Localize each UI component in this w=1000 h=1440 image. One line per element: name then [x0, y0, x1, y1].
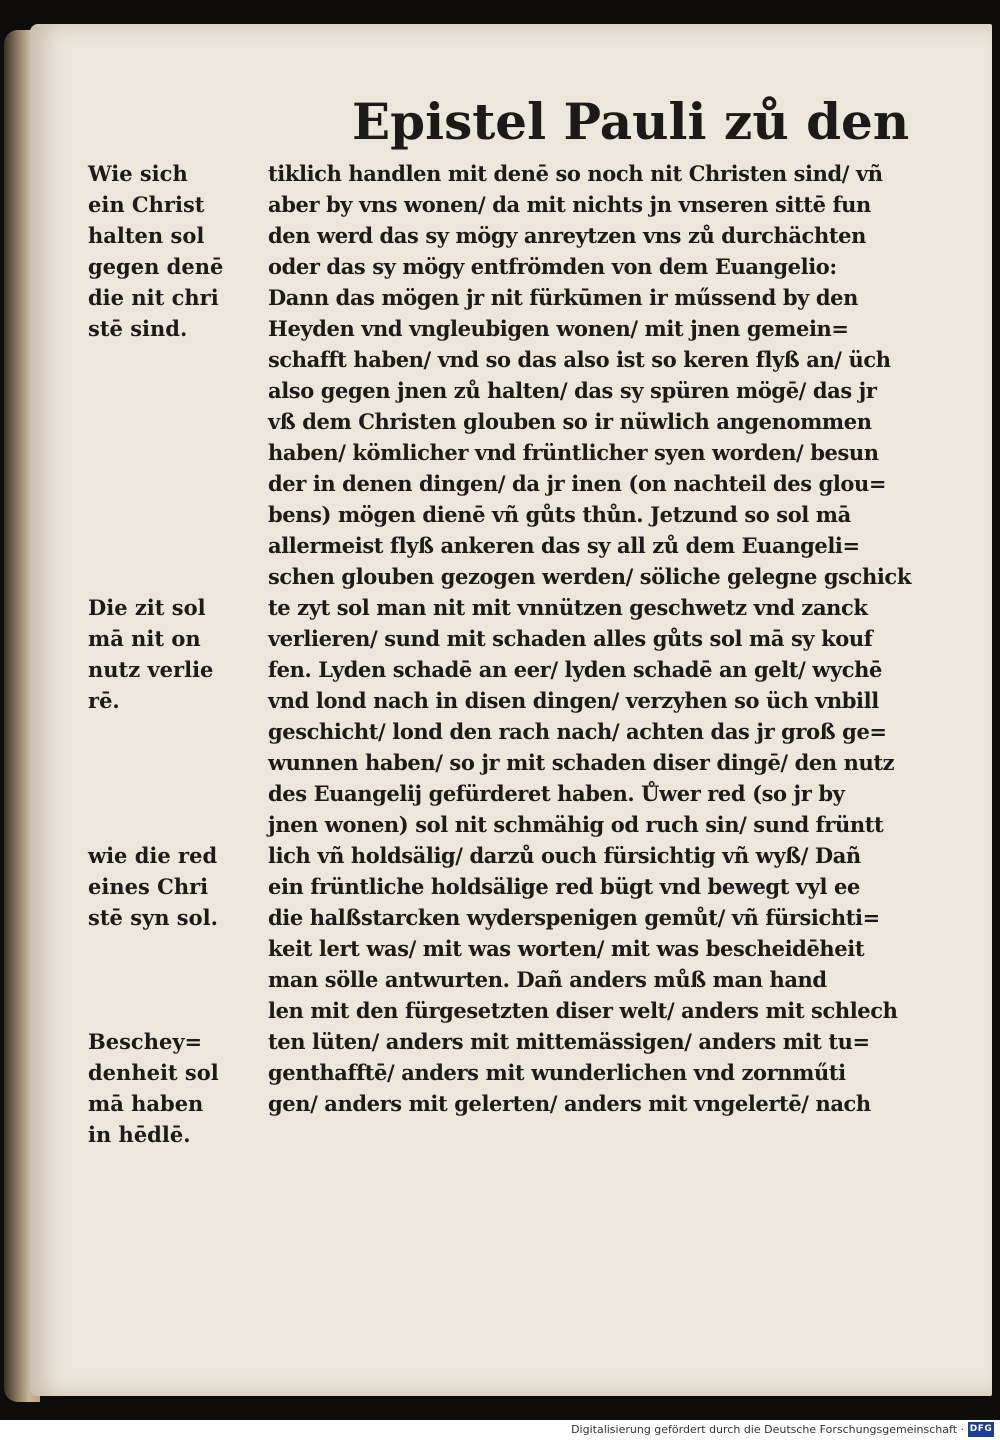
margin-note-line	[88, 468, 274, 499]
text-line: des Euangelij gefürderet haben. Ůwer red (so jr by	[268, 781, 845, 806]
margin-note-line	[88, 499, 274, 530]
text-line: Dann das mögen jr nit fürkūmen ir műssend by den	[268, 285, 858, 310]
margin-note-line: stē sind.	[88, 316, 188, 341]
margin-note-line: stē syn sol.	[88, 905, 218, 930]
text-line: schen glouben gezogen werden/ söliche gelegne gschick	[268, 564, 911, 589]
text-line: genthafftē/ anders mit wunderlichen vnd zornműti	[268, 1060, 846, 1085]
margin-note-line: gegen denē	[88, 254, 224, 279]
margin-note-line: Beschey=	[88, 1029, 203, 1054]
margin-note-line	[88, 406, 274, 437]
margin-notes	[88, 158, 274, 1150]
text-line: aber by vns wonen/ da mit nichts jn vnseren sittē fun	[268, 192, 871, 217]
margin-note-line: nutz verlie	[88, 657, 214, 682]
margin-note-line: mā nit on	[88, 626, 201, 651]
margin-note-line	[88, 375, 274, 406]
margin-note-line	[88, 561, 274, 592]
text-line: te zyt sol man nit mit vnnützen geschwetz vnd zanck	[268, 595, 868, 620]
margin-note-line: mā haben	[88, 1091, 204, 1116]
main-text-block	[268, 158, 943, 1119]
text-line: haben/ kömlicher vnd früntlicher syen worden/ besun	[268, 440, 879, 465]
margin-note-line	[88, 530, 274, 561]
margin-note-line: eines Chri	[88, 874, 209, 899]
text-line: Heyden vnd vngleubigen wonen/ mit jnen gemein=	[268, 316, 849, 341]
margin-note-line	[88, 344, 274, 375]
margin-note-line: halten sol	[88, 223, 205, 248]
text-line: keit lert was/ mit was worten/ mit was bescheidēheit	[268, 936, 865, 961]
margin-note-line: ein Christ	[88, 192, 205, 217]
text-line: schafft haben/ vnd so das also ist so keren flyß an/ üch	[268, 347, 891, 372]
margin-note-line	[88, 995, 274, 1026]
footer-bar	[0, 1420, 1000, 1440]
text-line: jnen wonen) sol nit schmähig od ruch sin/ sund früntt	[268, 812, 884, 837]
text-line: fen. Lyden schadē an eer/ lyden schadē an gelt/ wychē	[268, 657, 882, 682]
margin-note-line: denheit sol	[88, 1060, 219, 1085]
text-line: vnd lond nach in disen dingen/ verzyhen so üch vnbill	[268, 688, 879, 713]
text-line: die halßstarcken wyderspenigen gemůt/ vñ fürsichti=	[268, 905, 880, 930]
text-line: geschicht/ lond den rach nach/ achten das jr groß ge=	[268, 719, 887, 744]
text-line: ten lüten/ anders mit mittemässigen/ anders mit tu=	[268, 1029, 870, 1054]
page-title: Epistel Pauli zů den	[352, 92, 910, 151]
text-line: lich vñ holdsälig/ darzů ouch fürsichtig vñ wyß/ Dañ	[268, 843, 861, 868]
text-line: tiklich handlen mit denē so noch nit Christen sind/ vñ	[268, 161, 883, 186]
margin-note-line: in hēdlē.	[88, 1122, 191, 1147]
text-line: wunnen haben/ so jr mit schaden diser dingē/ den nutz	[268, 750, 895, 775]
text-line: gen/ anders mit gelerten/ anders mit vngelertē/ nach	[268, 1091, 871, 1116]
text-line: allermeist flyß ankeren das sy all zů dem Euangeli=	[268, 533, 860, 558]
text-line: man sölle antwurten. Dañ anders můß man hand	[268, 967, 827, 992]
text-line: vß dem Christen glouben so ir nüwlich angenommen	[268, 409, 872, 434]
text-line: oder das sy mögy entfrömden von dem Euangelio:	[268, 254, 837, 279]
text-line: den werd das sy mögy anreytzen vns zů durchächten	[268, 223, 866, 248]
margin-note-line	[88, 716, 274, 747]
text-line: ein früntliche holdsälige red bügt vnd bewegt vyl ee	[268, 874, 860, 899]
margin-note-line	[88, 933, 274, 964]
margin-note-line	[88, 778, 274, 809]
margin-note-line	[88, 809, 274, 840]
margin-note-line: Wie sich	[88, 161, 188, 186]
margin-note-line: Die zit sol	[88, 595, 206, 620]
text-line: der in denen dingen/ da jr inen (on nachteil des glou=	[268, 471, 887, 496]
margin-note-line	[88, 747, 274, 778]
margin-note-line: rē.	[88, 688, 120, 713]
text-line: bens) mögen dienē vñ gůts thůn. Jetzund so sol mā	[268, 502, 851, 527]
margin-note-line	[88, 964, 274, 995]
margin-note-line	[88, 437, 274, 468]
dfg-logo: DFG	[968, 1422, 994, 1437]
footer-credit: Digitalisierung gefördert durch die Deutsche Forschungsgemeinschaft ·	[571, 1423, 964, 1436]
text-line: len mit den fürgesetzten diser welt/ anders mit schlech	[268, 998, 898, 1023]
margin-note-line: wie die red	[88, 843, 218, 868]
text-line: also gegen jnen zů halten/ das sy spüren mögē/ das jr	[268, 378, 877, 403]
margin-note-line: die nit chri	[88, 285, 219, 310]
text-line: verlieren/ sund mit schaden alles gůts sol mā sy kouf	[268, 626, 873, 651]
